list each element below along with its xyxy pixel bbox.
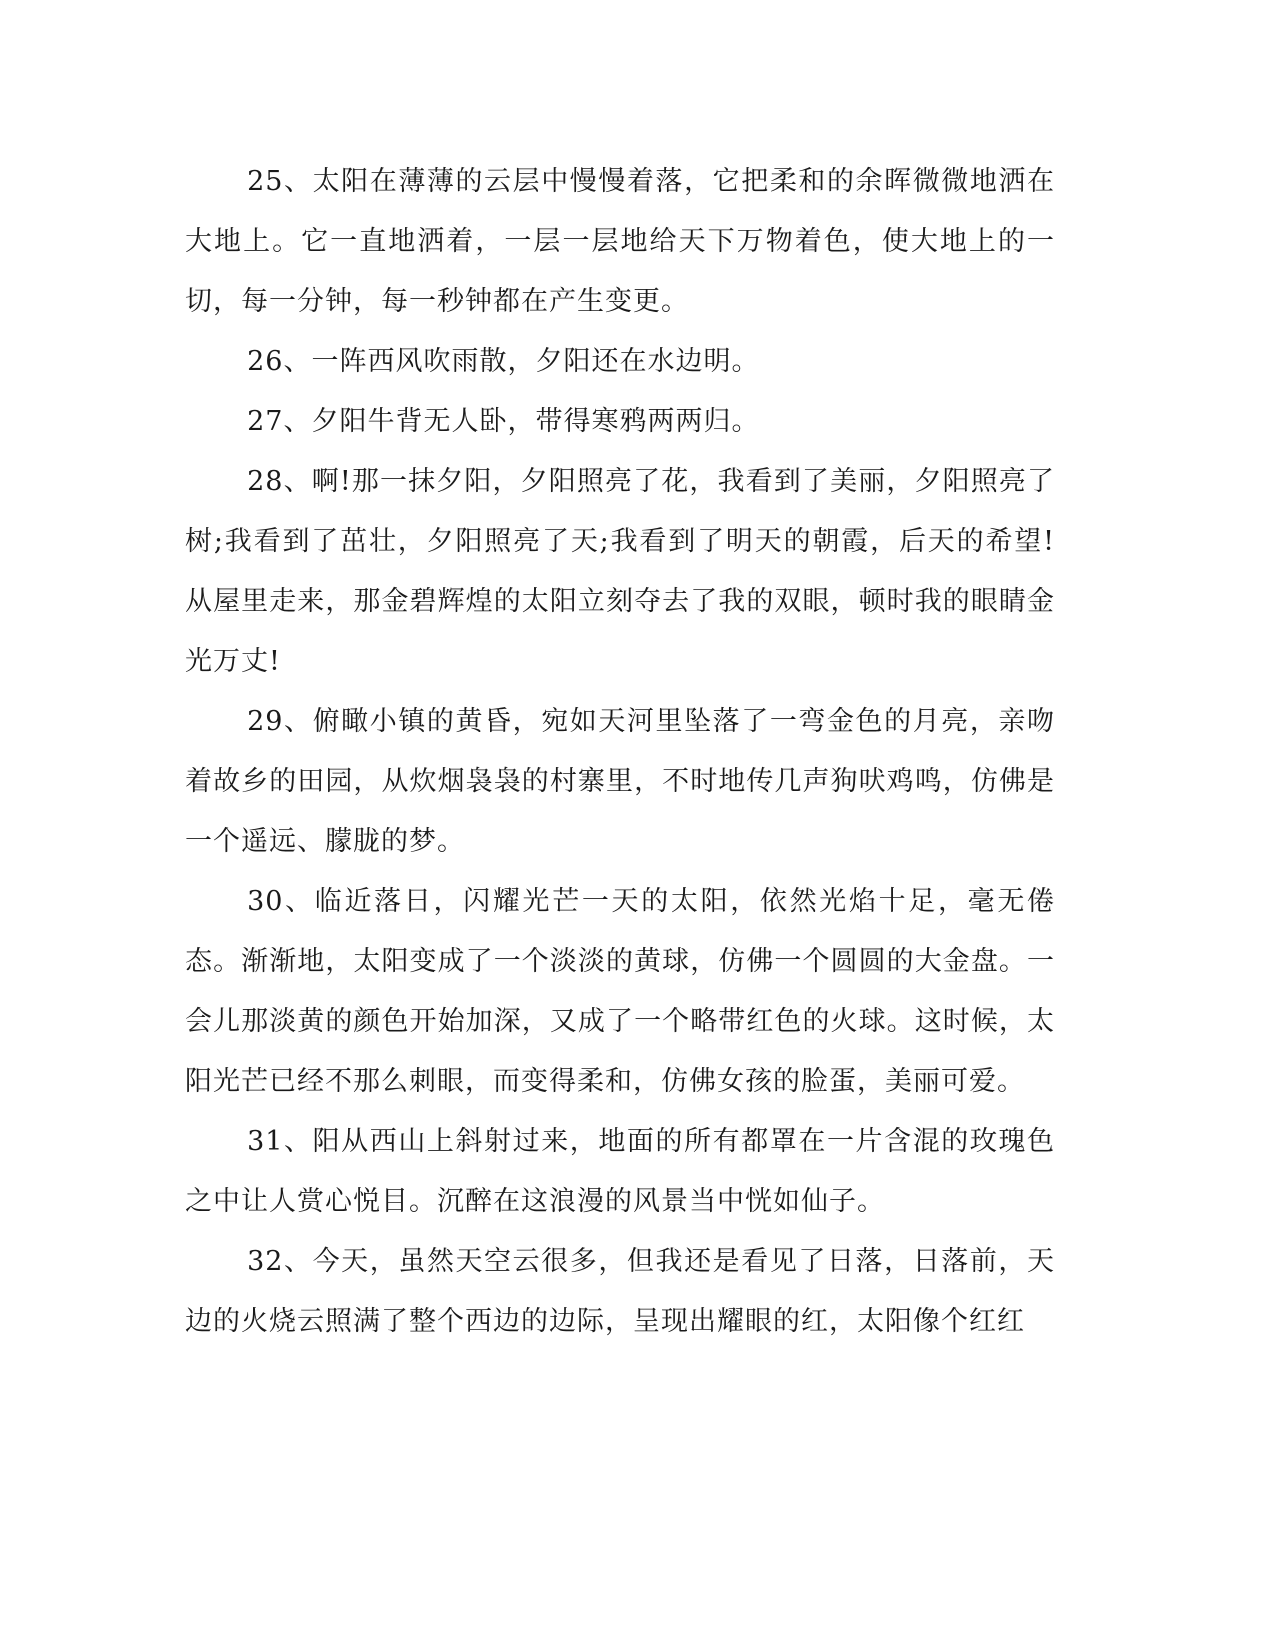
paragraph-30: 30、临近落日，闪耀光芒一天的太阳，依然光焰十足，毫无倦态。渐渐地，太阳变成了一个淡淡的黄球，仿佛一个圆圆的大金盘。一会儿那淡黄的颜色开始加深，又成了一个略带红色的火球。这时候，太阳光芒已经不那么刺眼，而变得柔和，仿佛女孩的脸蛋，美丽可爱。 — [185, 886, 1055, 1097]
paragraph-25: 25、太阳在薄薄的云层中慢慢着落，它把柔和的余晖微微地洒在大地上。它一直地洒着，一层一层地给天下万物着色，使大地上的一切，每一分钟，每一秒钟都在产生变更。 — [185, 166, 1055, 317]
paragraph-27: 27、夕阳牛背无人卧，带得寒鸦两两归。 — [247, 406, 760, 437]
paragraph-32: 32、今天，虽然天空云很多，但我还是看见了日落，日落前，天边的火烧云照满了整个西边的边际，呈现出耀眼的红，太阳像个红红 — [185, 1246, 1055, 1337]
paragraph-31: 31、阳从西山上斜射过来，地面的所有都罩在一片含混的玫瑰色之中让人赏心悦目。沉醉在这浪漫的风景当中恍如仙子。 — [185, 1126, 1055, 1217]
paragraph-26: 26、一阵西风吹雨散，夕阳还在水边明。 — [247, 346, 760, 377]
paragraph-29: 29、俯瞰小镇的黄昏，宛如天河里坠落了一弯金色的月亮，亲吻着故乡的田园，从炊烟袅袅的村寨里，不时地传几声狗吠鸡鸣，仿佛是一个遥远、朦胧的梦。 — [185, 706, 1055, 857]
paragraph-28: 28、啊!那一抹夕阳，夕阳照亮了花，我看到了美丽，夕阳照亮了树;我看到了茁壮，夕阳照亮了天;我看到了明天的朝霞，后天的希望!从屋里走来，那金碧辉煌的太阳立刻夺去了我的双眼，顿时我的眼睛金光万丈! — [185, 466, 1055, 677]
document-body — [185, 152, 1055, 1352]
